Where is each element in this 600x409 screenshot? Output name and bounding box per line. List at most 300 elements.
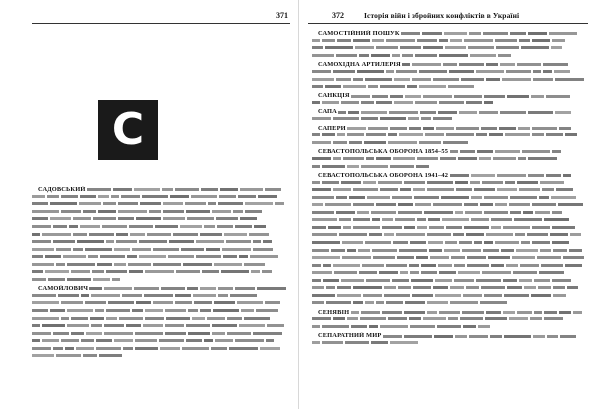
illegible-word xyxy=(175,294,191,297)
entry-text-line xyxy=(312,132,588,140)
illegible-word xyxy=(474,188,495,191)
illegible-word xyxy=(155,225,178,228)
illegible-word xyxy=(438,264,452,267)
illegible-word xyxy=(202,270,219,273)
illegible-word xyxy=(491,264,504,267)
illegible-word xyxy=(181,248,204,251)
illegible-word xyxy=(61,210,81,213)
illegible-word xyxy=(89,287,102,290)
illegible-word xyxy=(186,210,210,213)
illegible-word xyxy=(71,332,84,335)
illegible-word xyxy=(422,32,442,35)
entry-text-line xyxy=(312,61,588,69)
illegible-word xyxy=(558,203,583,206)
illegible-word xyxy=(53,332,69,335)
illegible-word xyxy=(170,195,189,198)
illegible-word xyxy=(386,70,394,73)
illegible-word xyxy=(552,279,571,282)
right-column xyxy=(312,30,588,348)
illegible-word xyxy=(540,181,564,184)
illegible-word xyxy=(79,202,101,205)
illegible-word xyxy=(87,188,111,191)
illegible-word xyxy=(454,95,482,98)
illegible-word xyxy=(417,157,438,160)
illegible-word xyxy=(481,127,497,130)
illegible-word xyxy=(522,150,550,153)
illegible-word xyxy=(32,248,54,251)
illegible-word xyxy=(478,325,490,328)
illegible-word xyxy=(50,309,65,312)
entry-text-line xyxy=(32,254,288,262)
illegible-word xyxy=(357,211,369,214)
entry-text-line xyxy=(312,324,588,332)
illegible-word xyxy=(493,157,516,160)
entry-text-line xyxy=(312,285,588,293)
illegible-word xyxy=(456,188,472,191)
illegible-word xyxy=(484,211,508,214)
illegible-word xyxy=(351,325,367,328)
illegible-word xyxy=(410,325,435,328)
illegible-word xyxy=(461,78,484,81)
illegible-word xyxy=(510,32,526,35)
illegible-word xyxy=(448,317,458,320)
entry-text-line xyxy=(32,330,288,338)
illegible-word xyxy=(371,341,388,344)
illegible-word xyxy=(333,117,359,120)
illegible-word xyxy=(353,301,363,304)
illegible-word xyxy=(81,339,94,342)
illegible-word xyxy=(32,202,48,205)
illegible-word xyxy=(322,39,335,42)
illegible-word xyxy=(81,294,89,297)
illegible-word xyxy=(85,301,106,304)
illegible-word xyxy=(462,311,484,314)
illegible-word xyxy=(142,195,168,198)
illegible-word xyxy=(361,111,387,114)
illegible-word xyxy=(423,46,443,49)
illegible-word xyxy=(250,255,278,258)
illegible-word xyxy=(495,203,507,206)
illegible-word xyxy=(212,210,231,213)
illegible-word xyxy=(417,218,426,221)
illegible-word xyxy=(353,188,378,191)
illegible-word xyxy=(187,217,214,220)
illegible-word xyxy=(421,264,436,267)
illegible-word xyxy=(549,32,577,35)
illegible-word xyxy=(194,301,212,304)
illegible-word xyxy=(53,240,75,243)
illegible-word xyxy=(322,341,343,344)
illegible-word xyxy=(337,133,345,136)
illegible-word xyxy=(312,188,331,191)
illegible-word xyxy=(410,241,426,244)
illegible-word xyxy=(312,165,320,168)
illegible-word xyxy=(208,202,216,205)
illegible-word xyxy=(540,249,551,252)
illegible-word xyxy=(53,347,63,350)
illegible-word xyxy=(213,309,239,312)
illegible-word xyxy=(427,233,451,236)
dictionary-entry xyxy=(312,309,588,332)
illegible-word xyxy=(182,347,209,350)
illegible-word xyxy=(312,325,320,328)
entry-text-line xyxy=(312,172,588,180)
illegible-word xyxy=(343,157,364,160)
illegible-word xyxy=(401,32,420,35)
illegible-word xyxy=(500,111,526,114)
illegible-word xyxy=(368,127,388,130)
illegible-word xyxy=(103,202,116,205)
illegible-word xyxy=(384,233,394,236)
illegible-word xyxy=(559,311,571,314)
illegible-word xyxy=(419,141,441,144)
illegible-word xyxy=(88,255,98,258)
illegible-word xyxy=(32,324,40,327)
illegible-word xyxy=(531,294,551,297)
illegible-word xyxy=(521,241,530,244)
illegible-word xyxy=(415,54,437,57)
illegible-word xyxy=(325,85,341,88)
illegible-word xyxy=(215,339,233,342)
illegible-word xyxy=(239,255,248,258)
illegible-word xyxy=(112,278,120,281)
illegible-word xyxy=(312,279,321,282)
illegible-word xyxy=(144,294,173,297)
illegible-word xyxy=(388,133,397,136)
illegible-word xyxy=(527,233,548,236)
illegible-word xyxy=(253,248,273,251)
illegible-word xyxy=(429,249,442,252)
illegible-word xyxy=(414,196,439,199)
illegible-word xyxy=(118,210,147,213)
illegible-word xyxy=(486,311,501,314)
illegible-word xyxy=(322,165,345,168)
illegible-word xyxy=(486,78,500,81)
illegible-word xyxy=(450,39,462,42)
entry-text-line xyxy=(312,225,588,233)
illegible-word xyxy=(533,335,545,338)
illegible-word xyxy=(491,218,512,221)
illegible-word xyxy=(446,226,462,229)
illegible-word xyxy=(439,54,468,57)
illegible-word xyxy=(415,203,431,206)
illegible-word xyxy=(463,325,476,328)
illegible-word xyxy=(454,279,474,282)
illegible-word xyxy=(484,196,508,199)
illegible-word xyxy=(219,195,236,198)
illegible-word xyxy=(412,78,431,81)
illegible-word xyxy=(395,218,415,221)
illegible-word xyxy=(552,39,565,42)
illegible-word xyxy=(353,218,370,221)
illegible-word xyxy=(439,101,464,104)
illegible-word xyxy=(400,271,408,274)
illegible-word xyxy=(61,301,83,304)
entry-text-line xyxy=(312,316,588,324)
illegible-word xyxy=(505,181,515,184)
illegible-word xyxy=(394,101,413,104)
entry-text-line xyxy=(312,247,588,255)
illegible-word xyxy=(254,225,266,228)
entry-text-line xyxy=(32,216,288,224)
illegible-word xyxy=(515,233,525,236)
illegible-word xyxy=(348,111,359,114)
illegible-word xyxy=(224,233,247,236)
illegible-word xyxy=(440,157,456,160)
illegible-word xyxy=(93,217,116,220)
illegible-word xyxy=(392,54,400,57)
illegible-word xyxy=(532,241,550,244)
illegible-word xyxy=(439,271,456,274)
illegible-word xyxy=(127,255,137,258)
illegible-word xyxy=(121,195,140,198)
illegible-word xyxy=(334,271,357,274)
illegible-word xyxy=(122,294,142,297)
illegible-word xyxy=(275,202,284,205)
illegible-word xyxy=(312,211,334,214)
illegible-word xyxy=(102,225,127,228)
illegible-word xyxy=(333,157,341,160)
illegible-word xyxy=(485,317,507,320)
illegible-word xyxy=(235,225,252,228)
entry-text-line xyxy=(312,84,588,92)
illegible-word xyxy=(341,101,359,104)
illegible-word xyxy=(217,225,233,228)
illegible-word xyxy=(380,117,406,120)
illegible-word xyxy=(114,248,130,251)
illegible-word xyxy=(353,203,374,206)
illegible-word xyxy=(73,233,87,236)
illegible-word xyxy=(159,339,184,342)
entry-headword: СЕПАРАТНИЙ МИР xyxy=(318,332,382,340)
illegible-word xyxy=(32,210,59,213)
illegible-word xyxy=(523,211,533,214)
illegible-word xyxy=(458,157,477,160)
illegible-word xyxy=(460,317,483,320)
illegible-word xyxy=(118,202,138,205)
illegible-word xyxy=(396,233,425,236)
illegible-word xyxy=(509,203,530,206)
illegible-word xyxy=(187,287,198,290)
entry-text-line xyxy=(32,186,288,194)
right-page-number: 372 xyxy=(332,11,344,20)
illegible-word xyxy=(266,339,274,342)
illegible-word xyxy=(176,270,200,273)
illegible-word xyxy=(129,270,143,273)
illegible-word xyxy=(359,271,377,274)
illegible-word xyxy=(456,127,479,130)
illegible-word xyxy=(397,256,414,259)
illegible-word xyxy=(450,301,478,304)
illegible-word xyxy=(147,233,171,236)
illegible-word xyxy=(322,181,339,184)
dictionary-entry xyxy=(32,186,288,284)
illegible-word xyxy=(404,311,425,314)
illegible-word xyxy=(421,271,437,274)
illegible-word xyxy=(341,279,364,282)
illegible-word xyxy=(235,339,264,342)
illegible-word xyxy=(61,317,69,320)
illegible-word xyxy=(444,32,467,35)
illegible-word xyxy=(460,150,475,153)
illegible-word xyxy=(402,54,413,57)
illegible-word xyxy=(251,270,260,273)
illegible-word xyxy=(56,263,65,266)
entry-headword: СЕВАСТОПОЛЬСЬКА ОБОРОНА 1941–42 xyxy=(318,171,449,179)
illegible-word xyxy=(163,217,185,220)
illegible-word xyxy=(419,85,446,88)
illegible-word xyxy=(491,226,501,229)
illegible-word xyxy=(371,211,396,214)
illegible-word xyxy=(32,339,40,342)
illegible-word xyxy=(365,301,374,304)
entry-headword: САМОХІДНА АРТИЛЕРІЯ xyxy=(318,61,401,69)
illegible-word xyxy=(32,354,54,357)
illegible-word xyxy=(369,325,378,328)
illegible-word xyxy=(398,286,411,289)
illegible-word xyxy=(390,165,414,168)
illegible-word xyxy=(439,311,460,314)
illegible-word xyxy=(353,286,382,289)
illegible-word xyxy=(554,70,570,73)
illegible-word xyxy=(361,165,388,168)
entry-text-line xyxy=(312,210,588,218)
illegible-word xyxy=(512,256,535,259)
illegible-word xyxy=(223,255,237,258)
illegible-word xyxy=(336,196,347,199)
illegible-word xyxy=(552,211,562,214)
illegible-word xyxy=(464,39,493,42)
illegible-word xyxy=(163,202,183,205)
illegible-word xyxy=(400,188,411,191)
entry-text-line xyxy=(312,116,588,124)
illegible-word xyxy=(366,157,374,160)
illegible-word xyxy=(206,248,220,251)
illegible-word xyxy=(345,341,369,344)
illegible-word xyxy=(47,195,59,198)
illegible-word xyxy=(153,248,179,251)
illegible-word xyxy=(521,46,549,49)
illegible-word xyxy=(477,150,493,153)
illegible-word xyxy=(481,286,505,289)
entry-text-line xyxy=(32,345,288,353)
illegible-word xyxy=(347,127,366,130)
illegible-word xyxy=(106,240,114,243)
illegible-word xyxy=(436,127,454,130)
illegible-word xyxy=(226,240,251,243)
illegible-word xyxy=(390,127,407,130)
illegible-word xyxy=(427,311,437,314)
illegible-word xyxy=(188,332,210,335)
illegible-word xyxy=(455,181,468,184)
illegible-word xyxy=(471,196,482,199)
illegible-word xyxy=(162,188,173,191)
entry-text-line xyxy=(32,209,288,217)
illegible-word xyxy=(388,141,417,144)
illegible-word xyxy=(168,255,194,258)
illegible-word xyxy=(338,111,346,114)
illegible-word xyxy=(347,133,364,136)
illegible-word xyxy=(382,218,393,221)
illegible-word xyxy=(454,264,465,267)
illegible-word xyxy=(32,332,51,335)
illegible-word xyxy=(455,211,463,214)
illegible-word xyxy=(464,203,478,206)
entry-text-line xyxy=(32,308,288,316)
illegible-word xyxy=(544,317,563,320)
illegible-word xyxy=(533,78,553,81)
right-running-head xyxy=(308,10,588,24)
left-running-head xyxy=(32,10,290,24)
illegible-word xyxy=(502,78,531,81)
entry-headword: САНКЦІЯ xyxy=(318,92,350,100)
illegible-word xyxy=(100,255,125,258)
illegible-word xyxy=(173,233,198,236)
illegible-word xyxy=(227,317,242,320)
illegible-word xyxy=(196,255,221,258)
illegible-word xyxy=(466,101,482,104)
illegible-word xyxy=(376,46,398,49)
illegible-word xyxy=(165,324,184,327)
entry-text-line xyxy=(32,285,288,293)
illegible-word xyxy=(186,324,210,327)
illegible-word xyxy=(466,286,479,289)
illegible-word xyxy=(552,241,569,244)
illegible-word xyxy=(445,46,466,49)
illegible-word xyxy=(490,335,502,338)
illegible-word xyxy=(96,339,112,342)
illegible-word xyxy=(186,339,202,342)
illegible-word xyxy=(462,249,481,252)
illegible-word xyxy=(373,256,395,259)
illegible-word xyxy=(58,294,79,297)
illegible-word xyxy=(389,111,418,114)
illegible-word xyxy=(221,270,249,273)
illegible-word xyxy=(550,233,568,236)
illegible-word xyxy=(499,127,516,130)
illegible-word xyxy=(201,188,218,191)
illegible-word xyxy=(357,70,384,73)
illegible-word xyxy=(532,133,544,136)
right-page xyxy=(300,0,600,409)
illegible-word xyxy=(93,278,110,281)
illegible-word xyxy=(358,249,370,252)
illegible-word xyxy=(322,133,335,136)
illegible-word xyxy=(476,279,501,282)
illegible-word xyxy=(528,174,544,177)
illegible-word xyxy=(200,287,216,290)
section-letter: С xyxy=(98,100,158,160)
illegible-word xyxy=(544,218,569,221)
illegible-word xyxy=(448,85,474,88)
illegible-word xyxy=(553,294,566,297)
illegible-word xyxy=(400,46,421,49)
illegible-word xyxy=(531,95,544,98)
illegible-word xyxy=(567,286,578,289)
illegible-word xyxy=(509,317,528,320)
illegible-word xyxy=(428,218,440,221)
illegible-word xyxy=(343,226,351,229)
entry-text-line xyxy=(32,231,288,239)
illegible-word xyxy=(468,46,494,49)
illegible-word xyxy=(114,339,133,342)
illegible-word xyxy=(435,279,452,282)
illegible-word xyxy=(544,311,557,314)
illegible-word xyxy=(119,317,143,320)
entry-text-line xyxy=(312,38,588,46)
illegible-word xyxy=(67,324,89,327)
illegible-word xyxy=(212,332,225,335)
